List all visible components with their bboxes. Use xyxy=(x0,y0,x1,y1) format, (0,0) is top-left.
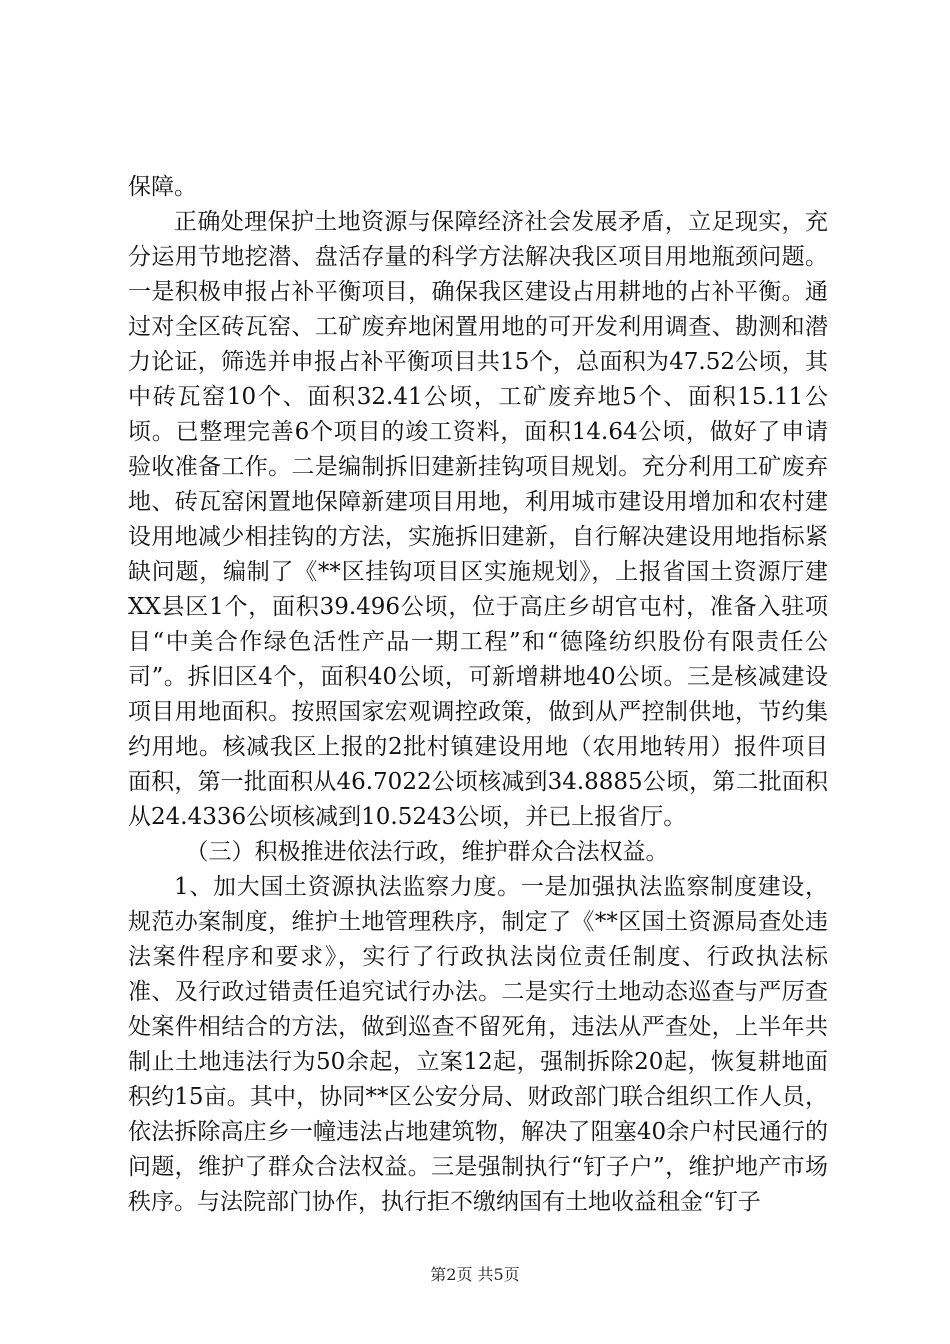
paragraph-enforcement: 1、加大国土资源执法监察力度。一是加强执法监察制度建设，规范办案制度，维护土地管理秩序，制定了《**区国土资源局查处违法案件程序和要求》，实行了行政执法岗位责任制度、行政执法标准、及行政过错责任追究试行办法。二是实行土地动态巡查与严厉查处案件相结合的方法，做到巡查不留死角，违法从严查处，上半年共制止土地违法行为50余起，立案12起，强制拆除20起，恢复耕地面积约15亩。其中，协同**区公安分局、财政部门联合组织工作人员，依法拆除高庄乡一幢违法占地建筑物，解决了阻塞40余户村民通行的问题，维护了群众合法权益。三是强制执行“钉子户”，维护地产市场秩序。与法院部门协作，执行拒不缴纳国有土地收益租金“钉子 xyxy=(128,874,828,1215)
section-heading: （三）积极推进依法行政，维护群众合法权益。 xyxy=(185,839,669,865)
document-body xyxy=(128,170,828,1220)
paragraph-land-use: 正确处理保护土地资源与保障经济社会发展矛盾，立足现实，充分运用节地挖潜、盘活存量的科学方法解决我区项目用地瓶颈问题。一是积极申报占补平衡项目，确保我区建设占用耕地的占补平衡。通过对全区砖瓦窑、工矿废弃地闲置用地的可开发利用调查、勘测和潜力论证，筛选并申报占补平衡项目共15个，总面积为47.52公顷，其中砖瓦窑10个、面积32.41公顷，工矿废弃地5个、面积15.11公顷。已整理完善6个项目的竣工资料，面积14.64公顷，做好了申请验收准备工作。二是编制拆旧建新挂钩项目规划。充分利用工矿废弃地、砖瓦窑闲置地保障新建项目用地，利用城市建设用增加和农村建设用地减少相挂钩的方法，实施拆旧建新，自行解决建设用地指标紧缺问题，编制了《**区挂钩项目区实施规划》，上报省国土资源厅建XX县区1个，面积39.496公顷，位于高庄乡胡官屯村，准备入驻项目“中美合作绿色活性产品一期工程”和“德隆纺织股份有限责任公司”。拆旧区4个，面积40公顷，可新增耕地40公顷。三是核减建设项目用地面积。按照国家宏观调控政策，做到从严控制供地，节约集约用地。核减我区上报的2批村镇建设用地（农用地转用）报件项目面积，第一批面积从46.7022公顷核减到34.8885公顷，第二批面积从24.4336公顷核减到10.5243公顷，并已上报省厅。 xyxy=(128,209,828,830)
page-number-footer: 第2页 共5页 xyxy=(430,1265,520,1284)
paragraph-continuation: 保障。 xyxy=(128,174,197,200)
